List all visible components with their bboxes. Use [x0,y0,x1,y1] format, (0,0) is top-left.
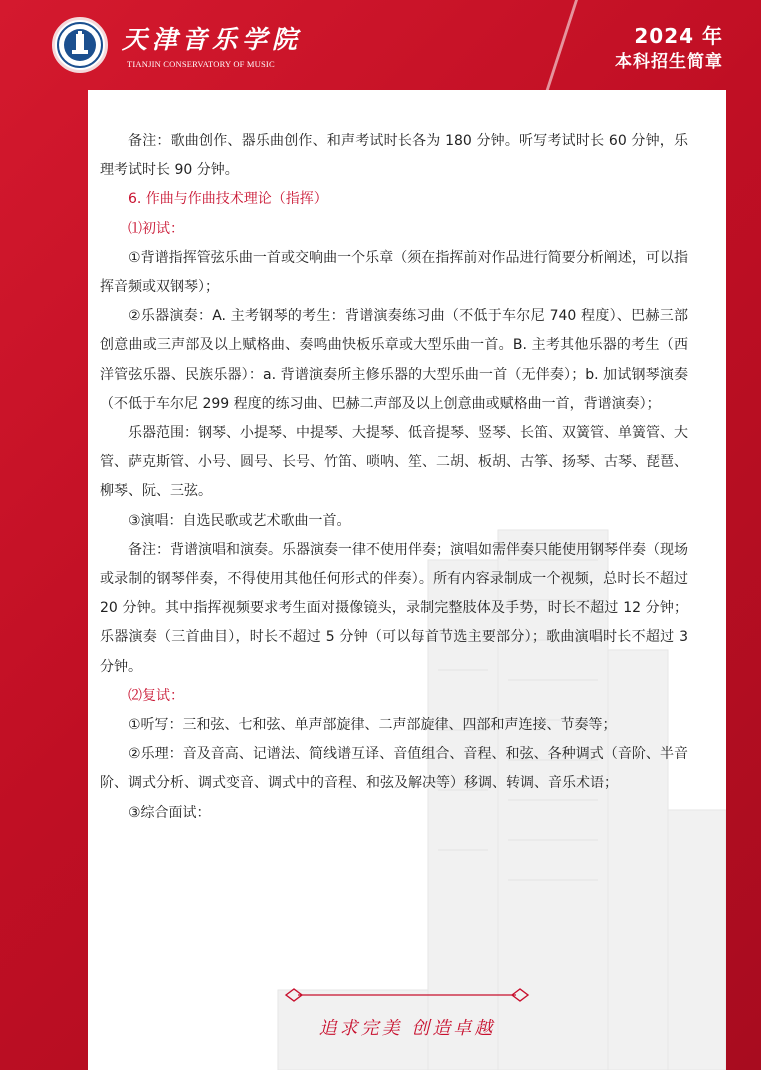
brochure-title: 本科招生简章 [615,52,723,72]
school-name-english: TIANJIN CONSERVATORY OF MUSIC [127,59,275,69]
section-heading-conducting: 6. 作曲与作曲技术理论（指挥） [128,191,328,208]
header-divider [545,0,578,92]
subheading-preliminary: ⑴初试： [128,220,184,237]
paragraph-music-theory: ②乐理：音及音高、记谱法、简线谱互译、音值组合、音程、和弦、各种调式（音阶、半音阶、调式分析、调式变音、调式中的音程、和弦及解决等）移调、转调、音乐术语； [100,746,688,792]
paragraph-instrument-performance: ②乐器演奏：A. 主考钢琴的考生：背谱演奏练习曲（不低于车尔尼 740 程度）、巴赫三部创意曲或三声部及以上赋格曲、奏鸣曲快板乐章或大型乐曲一首。B. 主考其他乐器的考生（西洋管弦乐器、民族乐器）：a. 背谱演奏所主修乐器的大型乐曲一首（无伴奏）；b. 加试钢琴演奏（不低于车尔尼 299 程度的练习曲、巴赫二声部及以上创意曲或赋格曲一首，背谱演奏）； [100,308,688,412]
document-page [88,90,726,1070]
paragraph-conducting: ①背谱指挥管弦乐曲一首或交响曲一个乐章（须在指挥前对作品进行简要分析阐述，可以指挥音频或双钢琴）； [100,249,688,296]
school-seal-icon [55,20,105,70]
school-logo [52,17,108,73]
paragraph-dictation: ①听写：三和弦、七和弦、单声部旋律、二声部旋律、四部和声连接、节奏等； [128,717,617,734]
brochure-year: 2024 年 [634,24,723,48]
paragraph-singing: ③演唱：自选民歌或艺术歌曲一首。 [128,512,351,529]
paragraph-interview: ③综合面试： [128,804,211,821]
school-name-chinese: 天津音乐学院 [122,25,303,54]
footer-slogan: 追求完美 创造卓越 [318,1018,496,1039]
subheading-retest: ⑵复试： [128,687,184,704]
page-header [0,0,761,90]
paragraph-remark-composition: 备注：歌曲创作、器乐曲创作、和声考试时长各为 180 分钟。听写考试时长 60 分钟，乐理考试时长 90 分钟。 [100,133,688,179]
paragraph-instrument-range: 乐器范围：钢琴、小提琴、中提琴、大提琴、低音提琴、竖琴、长笛、双簧管、单簧管、大管、萨克斯管、小号、圆号、长号、竹笛、唢呐、笙、二胡、板胡、古筝、扬琴、古琴、琵琶、柳琴、阮、三弦。 [100,425,688,500]
document-body [100,127,688,828]
paragraph-remark-video: 备注：背谱演唱和演奏。乐器演奏一律不使用伴奏；演唱如需伴奏只能使用钢琴伴奏（现场或录制的钢琴伴奏，不得使用其他任何形式的伴奏）。所有内容录制成一个视频，总时长不超过 20 分钟。其中指挥视频要求考生面对摄像镜头，录制完整肢体及手势，时长不超过 12 分钟；乐器演奏（三首曲目），时长不超过 5 分钟（可以每首节选主要部分）；歌曲演唱时长不超过 3 分钟。 [100,541,688,675]
footer-ornament-icon [284,985,530,1005]
